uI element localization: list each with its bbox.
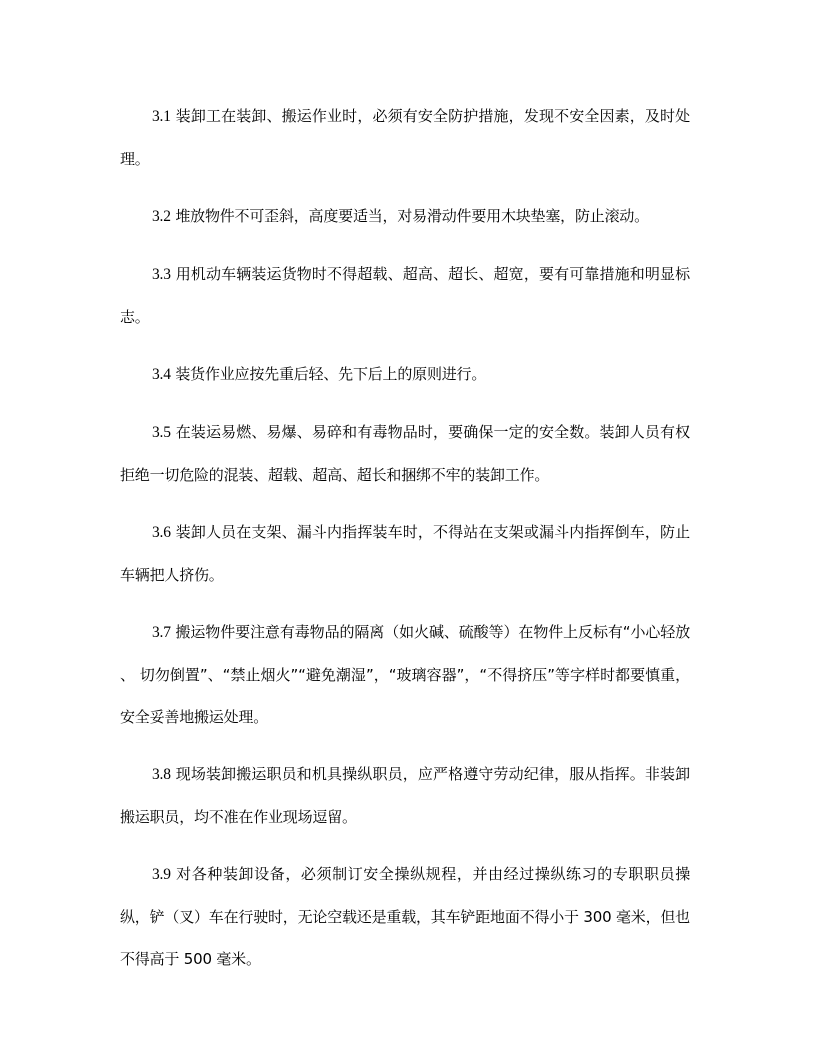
document-page (120, 95, 690, 995)
clause-number: 3.5 (152, 424, 171, 441)
paragraph-3-3 (120, 253, 690, 338)
clause-number: 3.1 (152, 108, 171, 125)
clause-number: 3.4 (152, 366, 171, 383)
paragraph-3-4 (120, 353, 690, 396)
clause-number: 3.7 (152, 624, 171, 641)
clause-text: 对各种装卸设备，必须制订安全操纵规程，并由经过操纵练习的专职职员操纵，铲（叉）车在行驶时，无论空载还是重载，其车铲距地面不得小于 300 毫米，但也不得高于 500 毫米。 (120, 865, 690, 968)
clause-text: 装卸人员在支架、漏斗内指挥装车时，不得站在支架或漏斗内指挥倒车，防止车辆把人挤伤。 (120, 523, 690, 584)
clause-text: 搬运物件要注意有毒物品的隔离（如火碱、硫酸等）在物件上反标有“小心轻放 、 切勿倒置”、“禁止烟火”“避免潮湿”，“玻璃容器”，“不得挤压”等字样时都要慎重，安全妥善地搬运处理。 (120, 623, 690, 726)
clause-text: 在装运易燃、易爆、易碎和有毒物品时，要确保一定的安全数。装卸人员有权拒绝一切危险的混装、超载、超高、超长和捆绑不牢的装卸工作。 (120, 423, 690, 484)
clause-number: 3.2 (152, 208, 171, 225)
paragraph-3-2 (120, 195, 690, 238)
paragraph-3-1 (120, 95, 690, 180)
clause-number: 3.8 (152, 766, 171, 783)
paragraph-3-5 (120, 411, 690, 496)
clause-text: 用机动车辆装运货物时不得超载、超高、超长、超宽，要有可靠措施和明显标志。 (120, 265, 690, 326)
paragraph-3-9 (120, 853, 690, 980)
clause-text: 装货作业应按先重后轻、先下后上的原则进行。 (175, 365, 487, 383)
paragraph-3-8 (120, 753, 690, 838)
clause-number: 3.6 (152, 524, 171, 541)
clause-text: 堆放物件不可歪斜，高度要适当，对易滑动件要用木块垫塞，防止滚动。 (175, 207, 649, 225)
paragraph-3-6 (120, 511, 690, 596)
clause-number: 3.9 (152, 866, 171, 883)
clause-text: 现场装卸搬运职员和机具操纵职员，应严格遵守劳动纪律，服从指挥。非装卸搬运职员，均不准在作业现场逗留。 (120, 765, 690, 826)
paragraph-3-7 (120, 611, 690, 738)
clause-number: 3.3 (152, 266, 171, 283)
clause-text: 装卸工在装卸、搬运作业时，必须有安全防护措施，发现不安全因素，及时处理。 (120, 107, 690, 168)
